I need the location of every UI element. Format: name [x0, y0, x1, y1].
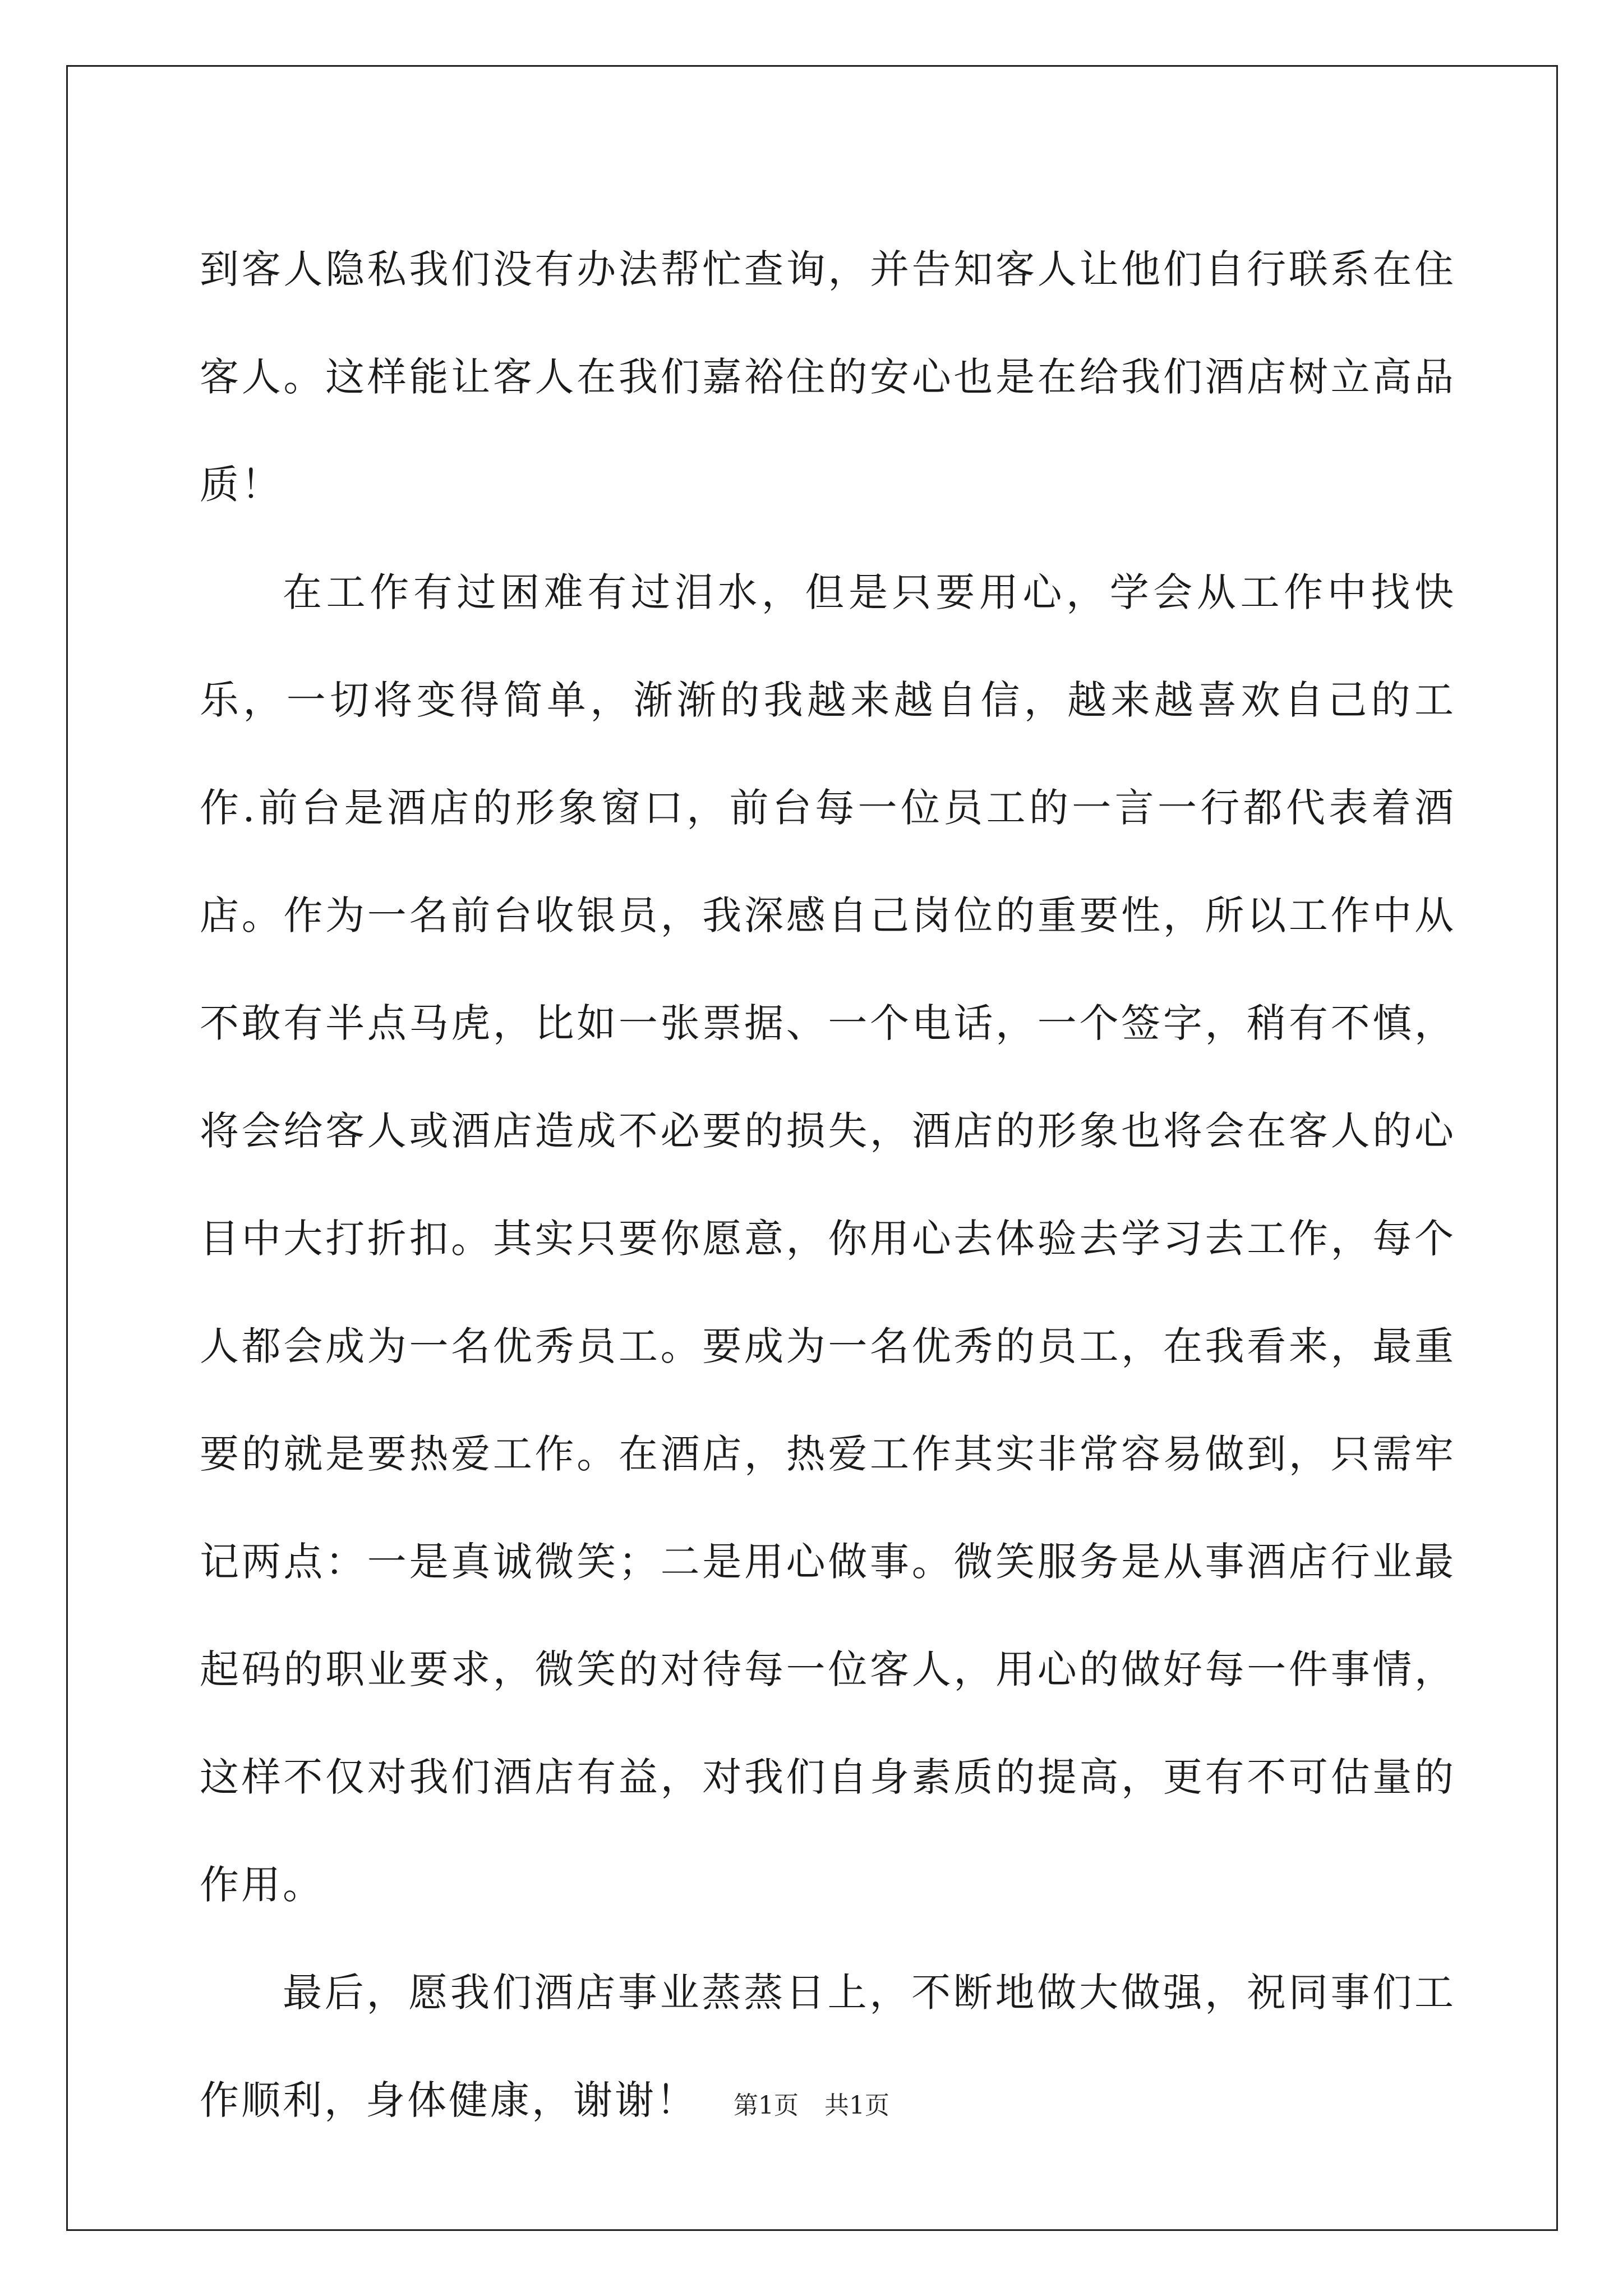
document-body — [200, 215, 1456, 2154]
paragraph-closing: 最后，愿我们酒店事业蒸蒸日上，不断地做大做强，祝同事们工作顺利，身体健康，谢谢！ — [200, 1970, 1456, 2123]
paragraph-continuation: 到客人隐私我们没有办法帮忙查询，并告知客人让他们自行联系在住客人。这样能让客人在我们嘉裕住的安心也是在给我们酒店树立高品质！ — [200, 246, 1456, 508]
page-number: 第1页 — [734, 2091, 799, 2120]
page-footer — [0, 2089, 1623, 2123]
page-total: 共1页 — [824, 2091, 889, 2120]
paragraph-work-reflection: 在工作有过困难有过泪水，但是只要用心，学会从工作中找快乐，一切将变得简单，渐渐的我越来越自信，越来越喜欢自己的工作.前台是酒店的形象窗口，前台每一位员工的一言一行都代表着酒店。作为一名前台收银员，我深感自己岗位的重要性，所以工作中从不敢有半点马虎，比如一张票据、一个电话，一个签字，稍有不慎，将会给客人或酒店造成不必要的损失，酒店的形象也将会在客人的心目中大打折扣。其实只要你愿意，你用心去体验去学习去工作，每个人都会成为一名优秀员工。要成为一名优秀的员工，在我看来，最重要的就是要热爱工作。在酒店，热爱工作其实非常容易做到，只需牢记两点：一是真诚微笑；二是用心做事。微笑服务是从事酒店行业最起码的职业要求，微笑的对待每一位客人，用心的做好每一件事情，这样不仅对我们酒店有益，对我们自身素质的提高，更有不可估量的作用。 — [200, 569, 1456, 1908]
